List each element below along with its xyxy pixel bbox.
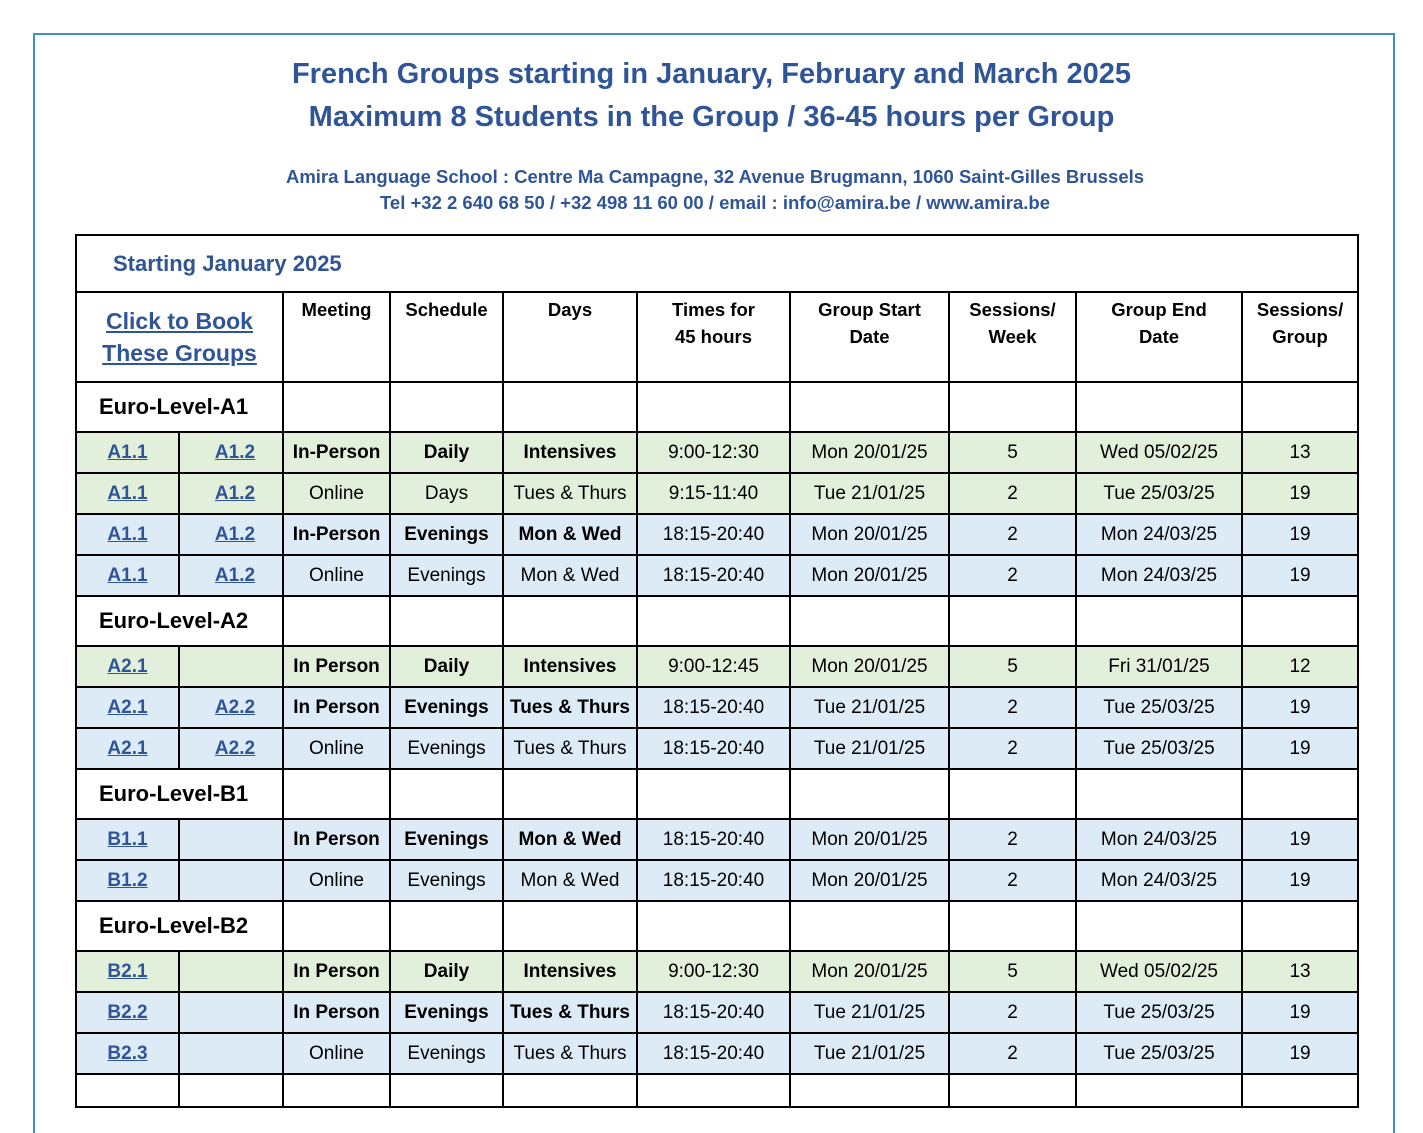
course-link-cell bbox=[179, 860, 283, 901]
end-date-cell: Tue 25/03/25 bbox=[1076, 473, 1242, 514]
course-link-cell bbox=[179, 432, 283, 473]
end-date-cell: Mon 24/03/25 bbox=[1076, 860, 1242, 901]
course-link[interactable]: A1.2 bbox=[214, 441, 256, 463]
empty-cell bbox=[790, 769, 949, 819]
end-date-cell: Mon 24/03/25 bbox=[1076, 514, 1242, 555]
meeting-cell: In-Person bbox=[283, 514, 390, 555]
course-link[interactable]: B1.1 bbox=[107, 828, 148, 850]
table-row bbox=[76, 473, 1358, 514]
course-link-cell bbox=[76, 860, 179, 901]
course-link[interactable]: A1.1 bbox=[107, 523, 148, 545]
empty-cell bbox=[283, 901, 390, 951]
empty-cell bbox=[949, 901, 1076, 951]
course-link-cell bbox=[179, 1033, 283, 1074]
empty-cell bbox=[949, 596, 1076, 646]
course-link[interactable]: A1.1 bbox=[107, 482, 148, 504]
sessions-group-cell: 19 bbox=[1242, 728, 1358, 769]
start-date-cell: Mon 20/01/25 bbox=[790, 514, 949, 555]
empty-cell bbox=[949, 1074, 1076, 1107]
table-row bbox=[76, 1033, 1358, 1074]
sessions-group-cell: 19 bbox=[1242, 1033, 1358, 1074]
end-date-cell: Tue 25/03/25 bbox=[1076, 992, 1242, 1033]
empty-cell bbox=[949, 769, 1076, 819]
course-link-cell bbox=[76, 555, 179, 596]
course-link[interactable]: A1.1 bbox=[107, 564, 148, 586]
start-date-cell: Tue 21/01/25 bbox=[790, 992, 949, 1033]
sessions-week-cell: 5 bbox=[949, 432, 1076, 473]
end-date-cell: Tue 25/03/25 bbox=[1076, 687, 1242, 728]
course-link-cell bbox=[179, 514, 283, 555]
empty-cell bbox=[637, 596, 790, 646]
end-date-cell: Wed 05/02/25 bbox=[1076, 951, 1242, 992]
schedule-cell: Evenings bbox=[390, 687, 503, 728]
course-link[interactable]: A1.1 bbox=[107, 441, 148, 463]
empty-cell bbox=[637, 382, 790, 432]
empty-cell bbox=[503, 382, 637, 432]
sessions-group-cell: 19 bbox=[1242, 992, 1358, 1033]
days-cell: Mon & Wed bbox=[503, 819, 637, 860]
sessions-week-cell: 2 bbox=[949, 728, 1076, 769]
times-cell: 9:00-12:45 bbox=[637, 646, 790, 687]
empty-cell bbox=[790, 1074, 949, 1107]
course-link[interactable]: A2.2 bbox=[214, 696, 256, 718]
sessions-group-cell: 19 bbox=[1242, 860, 1358, 901]
empty-cell bbox=[949, 382, 1076, 432]
schedule-cell: Daily bbox=[390, 432, 503, 473]
sessions-group-cell: 19 bbox=[1242, 555, 1358, 596]
course-link-cell bbox=[76, 992, 179, 1033]
times-cell: 18:15-20:40 bbox=[637, 819, 790, 860]
meeting-cell: Online bbox=[283, 728, 390, 769]
meeting-cell: Online bbox=[283, 1033, 390, 1074]
times-cell: 18:15-20:40 bbox=[637, 860, 790, 901]
empty-cell bbox=[390, 901, 503, 951]
empty-cell bbox=[1242, 1074, 1358, 1107]
start-date-cell: Mon 20/01/25 bbox=[790, 819, 949, 860]
empty-cell bbox=[503, 1074, 637, 1107]
section-title: Starting January 2025 bbox=[76, 235, 1358, 292]
sessions-group-cell: 13 bbox=[1242, 432, 1358, 473]
end-date-cell: Tue 25/03/25 bbox=[1076, 728, 1242, 769]
empty-cell bbox=[503, 769, 637, 819]
course-link-cell bbox=[76, 728, 179, 769]
meeting-cell: In Person bbox=[283, 951, 390, 992]
level-name: Euro-Level-B2 bbox=[76, 901, 283, 951]
level-row bbox=[76, 596, 1358, 646]
days-cell: Tues & Thurs bbox=[503, 687, 637, 728]
empty-cell bbox=[179, 1074, 283, 1107]
course-link-cell bbox=[76, 1033, 179, 1074]
header-times: Times for 45 hours bbox=[637, 292, 790, 382]
meeting-cell: In Person bbox=[283, 992, 390, 1033]
days-cell: Tues & Thurs bbox=[503, 473, 637, 514]
course-link-cell bbox=[76, 687, 179, 728]
book-groups-cell bbox=[76, 292, 283, 382]
course-link[interactable]: B2.1 bbox=[107, 960, 148, 982]
page-title-line2: Maximum 8 Students in the Group / 36-45 hours per Group bbox=[308, 101, 1115, 133]
days-cell: Mon & Wed bbox=[503, 860, 637, 901]
end-date-cell: Tue 25/03/25 bbox=[1076, 1033, 1242, 1074]
table-row bbox=[76, 432, 1358, 473]
days-cell: Mon & Wed bbox=[503, 555, 637, 596]
schedule-cell: Daily bbox=[390, 646, 503, 687]
schedule-table bbox=[75, 234, 1359, 1108]
start-date-cell: Tue 21/01/25 bbox=[790, 687, 949, 728]
level-row bbox=[76, 901, 1358, 951]
schedule-cell: Evenings bbox=[390, 819, 503, 860]
schedule-cell: Days bbox=[390, 473, 503, 514]
meeting-cell: Online bbox=[283, 860, 390, 901]
meeting-cell: Online bbox=[283, 555, 390, 596]
sessions-week-cell: 5 bbox=[949, 951, 1076, 992]
schedule-cell: Evenings bbox=[390, 728, 503, 769]
empty-cell bbox=[76, 1074, 179, 1107]
course-link-cell bbox=[179, 473, 283, 514]
start-date-cell: Mon 20/01/25 bbox=[790, 646, 949, 687]
empty-cell bbox=[1242, 769, 1358, 819]
schedule-cell: Evenings bbox=[390, 555, 503, 596]
empty-cell bbox=[637, 1074, 790, 1107]
start-date-cell: Tue 21/01/25 bbox=[790, 728, 949, 769]
times-cell: 18:15-20:40 bbox=[637, 1033, 790, 1074]
school-contact: Tel +32 2 640 68 50 / +32 498 11 60 00 / email : info@amira.be / www.amira.be bbox=[379, 192, 1051, 213]
times-cell: 18:15-20:40 bbox=[637, 514, 790, 555]
header-sessions-week: Sessions/ Week bbox=[949, 292, 1076, 382]
course-link-cell bbox=[179, 687, 283, 728]
course-link[interactable]: A2.1 bbox=[107, 696, 148, 718]
empty-cell bbox=[390, 596, 503, 646]
sessions-week-cell: 2 bbox=[949, 1033, 1076, 1074]
empty-cell bbox=[1076, 596, 1242, 646]
course-link-cell bbox=[179, 555, 283, 596]
empty-cell bbox=[1076, 901, 1242, 951]
empty-cell bbox=[1242, 596, 1358, 646]
days-cell: Mon & Wed bbox=[503, 514, 637, 555]
level-name: Euro-Level-A2 bbox=[76, 596, 283, 646]
level-name: Euro-Level-A1 bbox=[76, 382, 283, 432]
sessions-group-cell: 19 bbox=[1242, 819, 1358, 860]
empty-cell bbox=[1242, 382, 1358, 432]
end-date-cell: Mon 24/03/25 bbox=[1076, 555, 1242, 596]
level-row bbox=[76, 382, 1358, 432]
days-cell: Tues & Thurs bbox=[503, 992, 637, 1033]
course-link-cell bbox=[76, 819, 179, 860]
start-date-cell: Mon 20/01/25 bbox=[790, 860, 949, 901]
sessions-week-cell: 2 bbox=[949, 687, 1076, 728]
empty-cell bbox=[283, 1074, 390, 1107]
course-link-cell bbox=[76, 473, 179, 514]
times-cell: 9:15-11:40 bbox=[637, 473, 790, 514]
course-link[interactable]: A2.2 bbox=[214, 737, 256, 759]
course-link[interactable]: B2.2 bbox=[107, 1001, 148, 1023]
days-cell: Intensives bbox=[503, 951, 637, 992]
table-row bbox=[76, 514, 1358, 555]
school-address: Amira Language School : Centre Ma Campagne, 32 Avenue Brugmann, 1060 Saint-Gilles Brussels bbox=[285, 166, 1145, 187]
empty-cell bbox=[637, 901, 790, 951]
start-date-cell: Mon 20/01/25 bbox=[790, 951, 949, 992]
empty-cell bbox=[283, 596, 390, 646]
empty-cell bbox=[503, 596, 637, 646]
start-date-cell: Tue 21/01/25 bbox=[790, 1033, 949, 1074]
sessions-week-cell: 2 bbox=[949, 819, 1076, 860]
meeting-cell: In Person bbox=[283, 646, 390, 687]
sessions-group-cell: 12 bbox=[1242, 646, 1358, 687]
course-link-cell bbox=[76, 432, 179, 473]
times-cell: 9:00-12:30 bbox=[637, 951, 790, 992]
table-row bbox=[76, 728, 1358, 769]
page-title-line1: French Groups starting in January, February and March 2025 bbox=[291, 58, 1132, 90]
sessions-week-cell: 5 bbox=[949, 646, 1076, 687]
course-link[interactable]: A1.2 bbox=[214, 564, 256, 586]
meeting-cell: In Person bbox=[283, 687, 390, 728]
course-link-cell bbox=[76, 951, 179, 992]
table-row bbox=[76, 687, 1358, 728]
table-row bbox=[76, 646, 1358, 687]
sessions-group-cell: 19 bbox=[1242, 514, 1358, 555]
table-row bbox=[76, 860, 1358, 901]
empty-cell bbox=[637, 769, 790, 819]
course-link[interactable]: A2.1 bbox=[107, 737, 148, 759]
header-meeting: Meeting bbox=[283, 292, 390, 382]
header-end-date: Group End Date bbox=[1076, 292, 1242, 382]
empty-cell bbox=[390, 769, 503, 819]
book-groups-link[interactable]: Click to Book These Groups bbox=[102, 308, 257, 366]
course-link[interactable]: B1.2 bbox=[107, 869, 148, 891]
empty-cell bbox=[790, 901, 949, 951]
schedule-cell: Evenings bbox=[390, 1033, 503, 1074]
empty-cell bbox=[503, 901, 637, 951]
schedule-cell: Daily bbox=[390, 951, 503, 992]
course-link-cell bbox=[76, 646, 179, 687]
course-link[interactable]: A2.1 bbox=[107, 655, 148, 677]
empty-cell bbox=[1076, 1074, 1242, 1107]
table-row bbox=[76, 992, 1358, 1033]
schedule-cell: Evenings bbox=[390, 860, 503, 901]
times-cell: 18:15-20:40 bbox=[637, 687, 790, 728]
course-link-cell bbox=[179, 728, 283, 769]
empty-cell bbox=[390, 1074, 503, 1107]
table-row bbox=[76, 819, 1358, 860]
header-sessions-group: Sessions/ Group bbox=[1242, 292, 1358, 382]
course-link[interactable]: B2.3 bbox=[107, 1042, 148, 1064]
empty-cell bbox=[390, 382, 503, 432]
days-cell: Intensives bbox=[503, 646, 637, 687]
days-cell: Intensives bbox=[503, 432, 637, 473]
header-schedule: Schedule bbox=[390, 292, 503, 382]
end-date-cell: Mon 24/03/25 bbox=[1076, 819, 1242, 860]
start-date-cell: Tue 21/01/25 bbox=[790, 473, 949, 514]
table-row bbox=[76, 555, 1358, 596]
header-start-date: Group Start Date bbox=[790, 292, 949, 382]
course-link-cell bbox=[179, 992, 283, 1033]
course-link-cell bbox=[179, 951, 283, 992]
end-date-cell: Fri 31/01/25 bbox=[1076, 646, 1242, 687]
empty-cell bbox=[1242, 901, 1358, 951]
empty-cell bbox=[790, 382, 949, 432]
empty-cell bbox=[283, 382, 390, 432]
meeting-cell: In-Person bbox=[283, 432, 390, 473]
empty-cell bbox=[1076, 382, 1242, 432]
blank-row bbox=[76, 1074, 1358, 1107]
meeting-cell: Online bbox=[283, 473, 390, 514]
course-link-cell bbox=[179, 646, 283, 687]
times-cell: 18:15-20:40 bbox=[637, 555, 790, 596]
times-cell: 9:00-12:30 bbox=[637, 432, 790, 473]
start-date-cell: Mon 20/01/25 bbox=[790, 555, 949, 596]
level-row bbox=[76, 769, 1358, 819]
sessions-week-cell: 2 bbox=[949, 860, 1076, 901]
end-date-cell: Wed 05/02/25 bbox=[1076, 432, 1242, 473]
level-name: Euro-Level-B1 bbox=[76, 769, 283, 819]
course-link-cell bbox=[179, 819, 283, 860]
sessions-week-cell: 2 bbox=[949, 473, 1076, 514]
table-row bbox=[76, 951, 1358, 992]
times-cell: 18:15-20:40 bbox=[637, 728, 790, 769]
sessions-week-cell: 2 bbox=[949, 514, 1076, 555]
days-cell: Tues & Thurs bbox=[503, 1033, 637, 1074]
empty-cell bbox=[283, 769, 390, 819]
times-cell: 18:15-20:40 bbox=[637, 992, 790, 1033]
header-days: Days bbox=[503, 292, 637, 382]
sessions-group-cell: 19 bbox=[1242, 687, 1358, 728]
course-link[interactable]: A1.2 bbox=[214, 482, 256, 504]
meeting-cell: In Person bbox=[283, 819, 390, 860]
days-cell: Tues & Thurs bbox=[503, 728, 637, 769]
sessions-week-cell: 2 bbox=[949, 992, 1076, 1033]
sessions-group-cell: 13 bbox=[1242, 951, 1358, 992]
sessions-group-cell: 19 bbox=[1242, 473, 1358, 514]
course-link[interactable]: A1.2 bbox=[214, 523, 256, 545]
empty-cell bbox=[1076, 769, 1242, 819]
start-date-cell: Mon 20/01/25 bbox=[790, 432, 949, 473]
schedule-cell: Evenings bbox=[390, 992, 503, 1033]
empty-cell bbox=[790, 596, 949, 646]
sessions-week-cell: 2 bbox=[949, 555, 1076, 596]
schedule-cell: Evenings bbox=[390, 514, 503, 555]
course-link-cell bbox=[76, 514, 179, 555]
